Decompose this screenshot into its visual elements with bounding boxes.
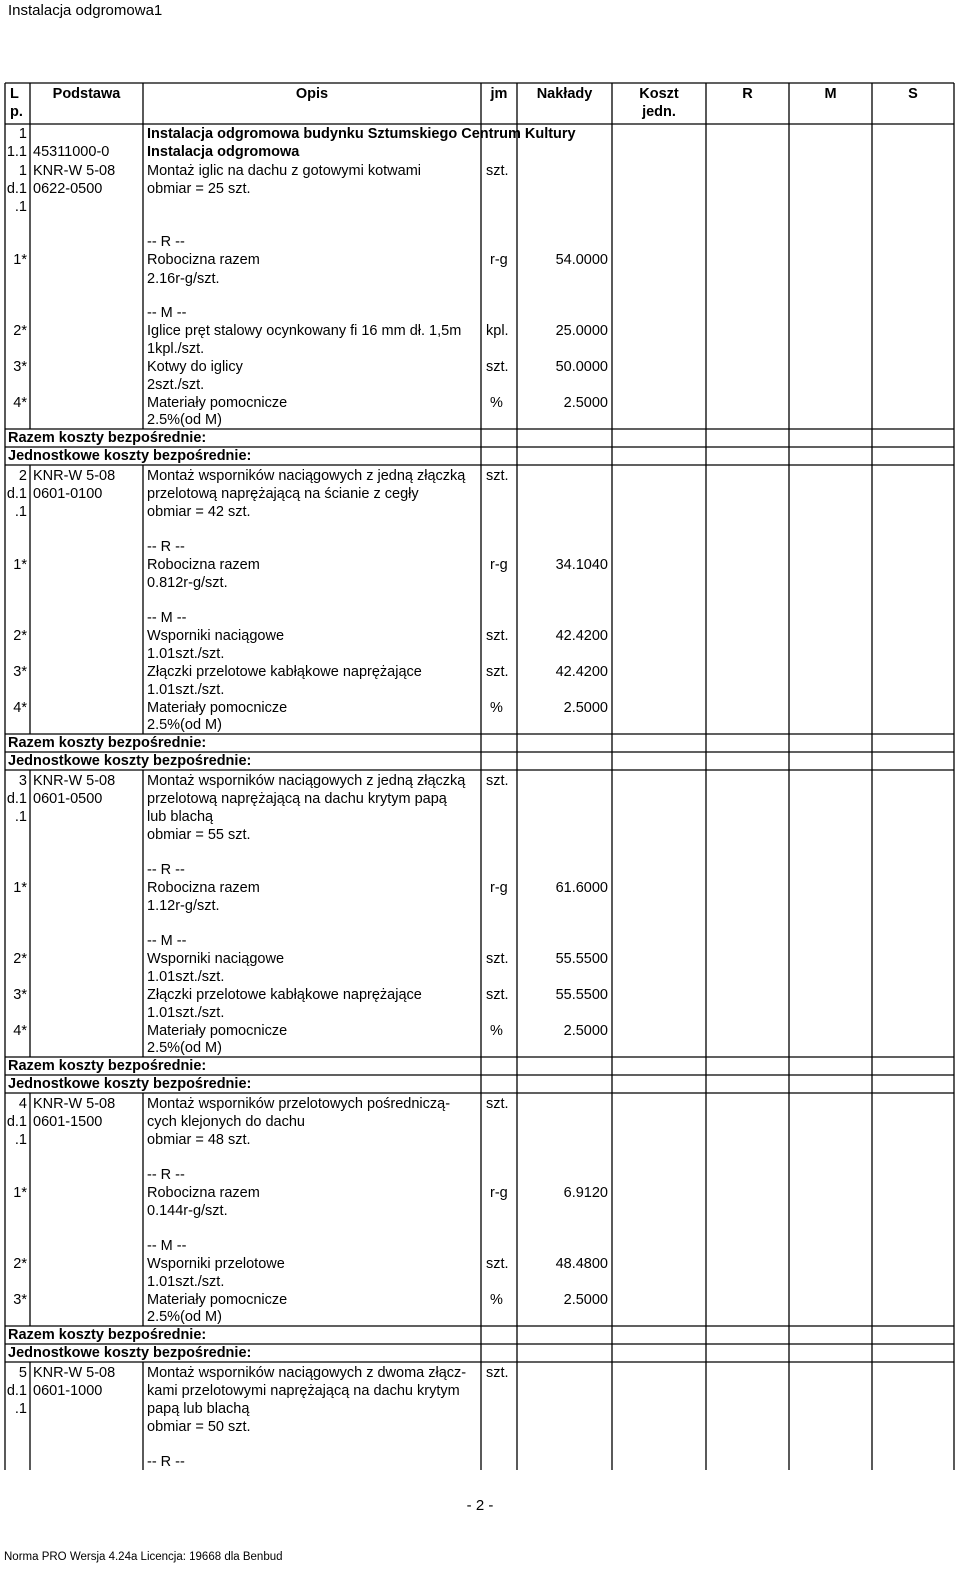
table-cell: 0.144r-g/szt. xyxy=(147,1203,228,1219)
table-cell: Robocizna razem xyxy=(147,252,260,268)
table-cell: 6.9120 xyxy=(563,1185,608,1201)
table-cell: obmiar = 48 szt. xyxy=(147,1132,251,1148)
table-cell: 2.5%(od M) xyxy=(147,412,222,428)
table-cell: 1.12r-g/szt. xyxy=(147,898,220,914)
table-cell: 2* xyxy=(13,323,27,339)
table-cell: d.1 xyxy=(6,791,27,807)
table-cell: 2 xyxy=(18,468,27,484)
table-cell: r-g xyxy=(490,1185,508,1201)
table-cell: Wsporniki naciągowe xyxy=(147,628,285,644)
header-podstawa: Podstawa xyxy=(52,86,121,102)
table-cell: 1.01szt./szt. xyxy=(147,1274,225,1290)
table-cell: Montaż wsporników naciągowych z jedną złączką xyxy=(147,773,466,789)
table-cell: .1 xyxy=(14,504,27,520)
table-cell: 3 xyxy=(18,773,27,789)
table-cell: obmiar = 55 szt. xyxy=(147,827,251,843)
section-total: Razem koszty bezpośrednie: xyxy=(8,1327,207,1343)
table-cell: -- R -- xyxy=(147,539,185,555)
table-cell: Instalacja odgromowa budynku Sztumskiego Centrum Kultury xyxy=(147,126,576,142)
table-cell: 1* xyxy=(13,1185,27,1201)
section-total: Razem koszty bezpośrednie: xyxy=(8,430,207,446)
table-cell: 2* xyxy=(13,628,27,644)
table-cell: % xyxy=(490,700,503,716)
table-cell: 0622-0500 xyxy=(33,181,103,197)
table-cell: 4 xyxy=(18,1096,27,1112)
section-unit-total: Jednostkowe koszty bezpośrednie: xyxy=(8,1076,252,1092)
table-cell: obmiar = 42 szt. xyxy=(147,504,251,520)
page-number: - 2 - xyxy=(466,1497,494,1514)
table-cell: obmiar = 25 szt. xyxy=(147,181,251,197)
table-cell: 3* xyxy=(13,664,27,680)
table-cell: Kotwy do iglicy xyxy=(147,359,243,375)
table-cell: 1kpl./szt. xyxy=(147,341,205,357)
table-cell: .1 xyxy=(14,1401,27,1417)
table-cell: -- R -- xyxy=(147,1454,185,1470)
table-cell: KNR-W 5-08 xyxy=(33,468,116,484)
table-cell: 0601-1000 xyxy=(33,1383,103,1399)
table-cell: 2* xyxy=(13,1256,27,1272)
table-cell: 2szt./szt. xyxy=(147,377,205,393)
table-cell: 1.01szt./szt. xyxy=(147,682,225,698)
table-cell: 2.5000 xyxy=(563,1023,608,1039)
table-cell: 2.5%(od M) xyxy=(147,717,222,733)
table-cell: przelotową naprężającą na dachu krytym papą xyxy=(147,791,447,807)
table-cell: -- M -- xyxy=(147,933,187,949)
table-cell: Złączki przelotowe kabłąkowe naprężające xyxy=(147,664,422,680)
table-cell: szt. xyxy=(486,951,509,967)
table-cell: 1.01szt./szt. xyxy=(147,646,225,662)
table-cell: Wsporniki naciągowe xyxy=(147,951,285,967)
table-cell: 1.01szt./szt. xyxy=(147,969,225,985)
table-cell: 4* xyxy=(13,700,27,716)
table-cell: 55.5500 xyxy=(555,951,608,967)
table-cell: % xyxy=(490,395,503,411)
table-cell: d.1 xyxy=(6,1383,27,1399)
table-cell: 55.5500 xyxy=(555,987,608,1003)
table-cell: 3* xyxy=(13,1292,27,1308)
table-cell: 1 xyxy=(18,163,27,179)
table-cell: r-g xyxy=(490,557,508,573)
table-cell: Montaż iglic na dachu z gotowymi kotwami xyxy=(147,163,422,179)
table-cell: Iglice pręt stalowy ocynkowany fi 16 mm dł. 1,5m xyxy=(147,323,462,339)
table-cell: 45311000-0 xyxy=(33,144,110,160)
table-cell: szt. xyxy=(486,664,509,680)
table-cell: 2.16r-g/szt. xyxy=(147,271,220,287)
table-cell: szt. xyxy=(486,773,509,789)
table-cell: 61.6000 xyxy=(555,880,608,896)
table-cell: -- R -- xyxy=(147,234,185,250)
table-cell: 2.5%(od M) xyxy=(147,1309,222,1325)
table-cell: papą lub blachą xyxy=(147,1401,250,1417)
table-cell: d.1 xyxy=(6,486,27,502)
table-cell: d.1 xyxy=(6,1114,27,1130)
table-cell: 1.01szt./szt. xyxy=(147,1005,225,1021)
table-cell: Montaż wsporników naciągowych z jedną złączką xyxy=(147,468,466,484)
header-koszt-1: Koszt xyxy=(639,86,679,102)
table-cell: 2.5%(od M) xyxy=(147,1040,222,1056)
table-cell: Montaż wsporników przelotowych pośredniczą- xyxy=(147,1096,451,1112)
header-opis: Opis xyxy=(295,86,329,102)
table-cell: Instalacja odgromowa xyxy=(147,144,300,160)
table-cell: .1 xyxy=(14,1132,27,1148)
table-cell: szt. xyxy=(486,468,509,484)
table-cell: 0601-1500 xyxy=(33,1114,103,1130)
table-cell: Materiały pomocnicze xyxy=(147,1292,288,1308)
table-cell: 48.4800 xyxy=(555,1256,608,1272)
table-cell: r-g xyxy=(490,880,508,896)
table-cell: 4* xyxy=(13,1023,27,1039)
section-unit-total: Jednostkowe koszty bezpośrednie: xyxy=(8,448,252,464)
header-jm: jm xyxy=(490,86,508,102)
table-cell: 2.5000 xyxy=(563,1292,608,1308)
document-title: Instalacja odgromowa1 xyxy=(8,2,163,19)
section-total: Razem koszty bezpośrednie: xyxy=(8,735,207,751)
table-cell: szt. xyxy=(486,628,509,644)
table-cell: Robocizna razem xyxy=(147,880,260,896)
table-cell: kpl. xyxy=(486,323,509,339)
section-unit-total: Jednostkowe koszty bezpośrednie: xyxy=(8,1345,252,1361)
table-cell: 3* xyxy=(13,987,27,1003)
table-cell: kami przelotowymi naprężającą na dachu krytym xyxy=(147,1383,460,1399)
table-cell: 34.1040 xyxy=(555,557,608,573)
table-cell: 2.5000 xyxy=(563,395,608,411)
section-unit-total: Jednostkowe koszty bezpośrednie: xyxy=(8,753,252,769)
table-cell: 3* xyxy=(13,359,27,375)
table-cell: -- R -- xyxy=(147,862,185,878)
table-cell: Materiały pomocnicze xyxy=(147,1023,288,1039)
table-cell: -- M -- xyxy=(147,305,187,321)
header-m: M xyxy=(824,86,837,102)
table-cell: Robocizna razem xyxy=(147,557,260,573)
table-cell: lub blachą xyxy=(147,809,214,825)
header-s: S xyxy=(908,86,918,102)
table-cell: Materiały pomocnicze xyxy=(147,700,288,716)
table-cell: 1* xyxy=(13,557,27,573)
table-cell: szt. xyxy=(486,987,509,1003)
table-cell: cych klejonych do dachu xyxy=(147,1114,305,1130)
header-lp-1: L xyxy=(10,86,19,102)
table-cell: Wsporniki przelotowe xyxy=(147,1256,285,1272)
table-cell: szt. xyxy=(486,163,509,179)
table-cell: .1 xyxy=(14,199,27,215)
table-cell: Materiały pomocnicze xyxy=(147,395,288,411)
section-total: Razem koszty bezpośrednie: xyxy=(8,1058,207,1074)
table-cell: KNR-W 5-08 xyxy=(33,163,116,179)
header-naklady: Nakłady xyxy=(536,86,593,102)
table-cell: % xyxy=(490,1292,503,1308)
table-cell: szt. xyxy=(486,1256,509,1272)
table-cell: Złączki przelotowe kabłąkowe naprężające xyxy=(147,987,422,1003)
table-cell: 5 xyxy=(18,1365,27,1381)
table-cell: Montaż wsporników naciągowych z dwoma złącz- xyxy=(147,1365,467,1381)
table-cell: przelotową naprężającą na ścianie z cegły xyxy=(147,486,419,502)
table-cell: KNR-W 5-08 xyxy=(33,773,116,789)
table-cell: 4* xyxy=(13,395,27,411)
table-cell: szt. xyxy=(486,1365,509,1381)
table-cell: -- M -- xyxy=(147,610,187,626)
table-cell: 1.1 xyxy=(6,144,27,160)
table-cell: % xyxy=(490,1023,503,1039)
table-cell: 1 xyxy=(18,126,27,142)
table-cell: Robocizna razem xyxy=(147,1185,260,1201)
table-cell: 25.0000 xyxy=(555,323,608,339)
table-cell: KNR-W 5-08 xyxy=(33,1096,116,1112)
table-cell: 2.5000 xyxy=(563,700,608,716)
table-cell: 0601-0500 xyxy=(33,791,103,807)
table-cell: .1 xyxy=(14,809,27,825)
table-cell: obmiar = 50 szt. xyxy=(147,1419,251,1435)
table-cell: KNR-W 5-08 xyxy=(33,1365,116,1381)
header-lp-2: p. xyxy=(10,104,23,120)
table-cell: -- M -- xyxy=(147,1238,187,1254)
header-koszt-2: jedn. xyxy=(642,104,676,120)
table-cell: r-g xyxy=(490,252,508,268)
header-r: R xyxy=(742,86,753,102)
table-cell: 54.0000 xyxy=(555,252,608,268)
table-cell: 42.4200 xyxy=(555,664,608,680)
table-cell: szt. xyxy=(486,359,509,375)
table-cell: 0601-0100 xyxy=(33,486,103,502)
table-cell: 42.4200 xyxy=(555,628,608,644)
table-cell: 2* xyxy=(13,951,27,967)
table-cell: 50.0000 xyxy=(555,359,608,375)
table-cell: szt. xyxy=(486,1096,509,1112)
table-cell: 1* xyxy=(13,252,27,268)
footer-license: Norma PRO Wersja 4.24a Licencja: 19668 dla Benbud xyxy=(4,1551,283,1563)
table-cell: 1* xyxy=(13,880,27,896)
table-cell: 0.812r-g/szt. xyxy=(147,575,228,591)
table-cell: -- R -- xyxy=(147,1167,185,1183)
table-cell: d.1 xyxy=(6,181,27,197)
